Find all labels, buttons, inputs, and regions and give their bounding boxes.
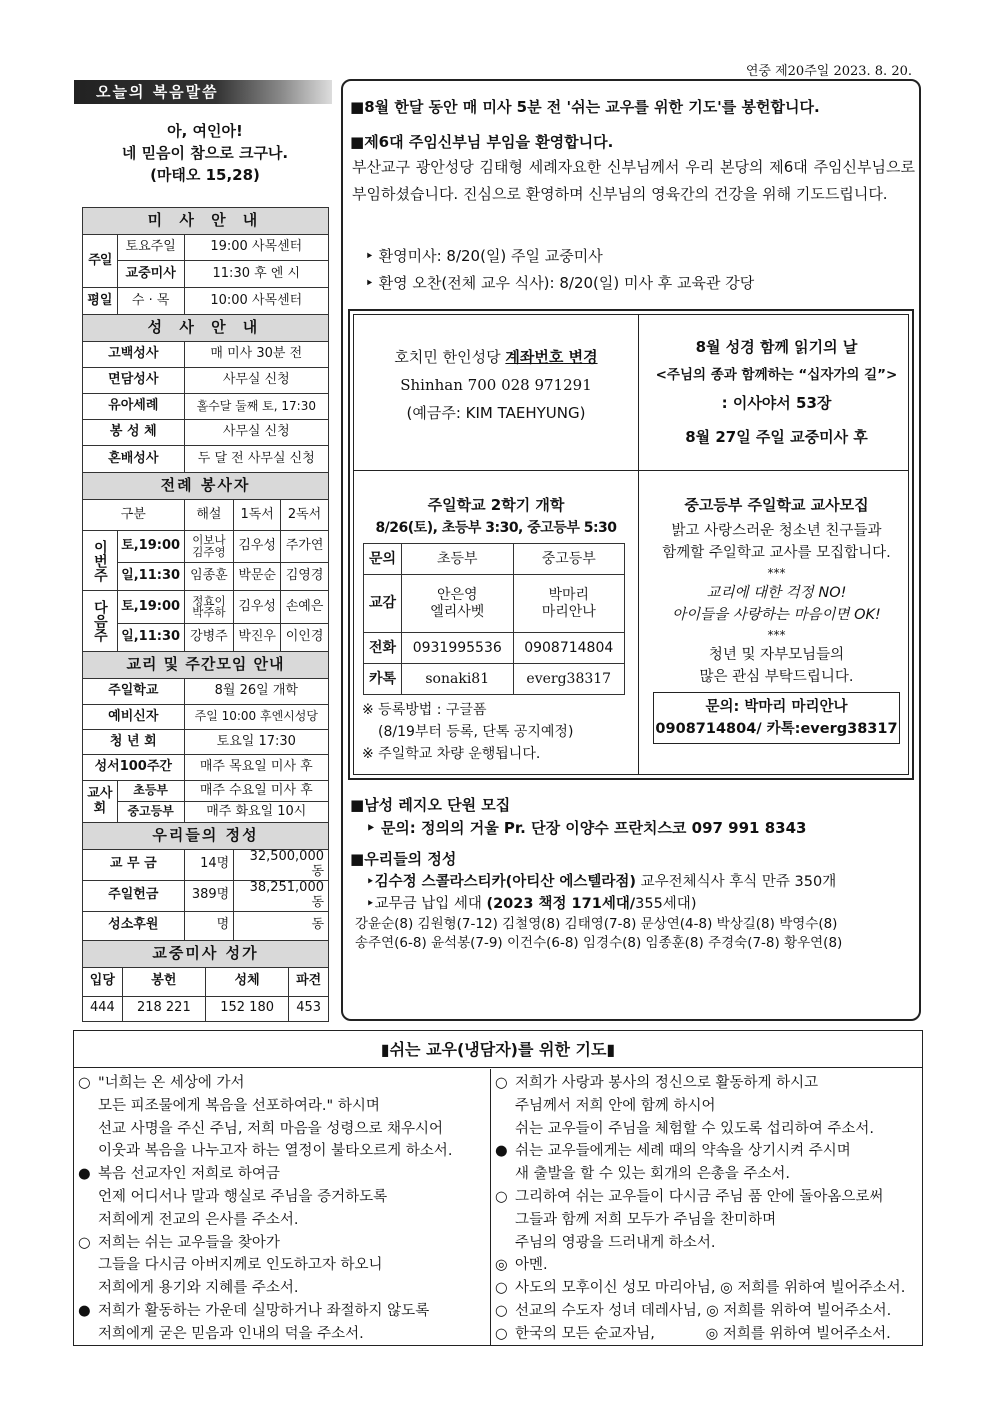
prayer-marker: ● — [78, 1166, 91, 1183]
issue-date: 연중 제20주일 2023. 8. 20. — [745, 64, 912, 79]
gift-donor: 김수정 스콜라스티카(아티산 에스텔라점) — [374, 874, 637, 890]
prayer-marker: ○ — [495, 1188, 508, 1205]
offering-amount: 동 — [234, 911, 329, 940]
legio-contact — [366, 815, 916, 841]
school-contact: 안은영 엘리사벳 — [402, 575, 514, 633]
server-name: 손예은 — [281, 591, 329, 624]
prayer-text: 저희에게 전교의 은사를 주소서. — [98, 1211, 299, 1228]
gift-2 — [366, 892, 916, 916]
school-contact: sonaki81 — [402, 664, 514, 695]
prayer-text: 저희에게 용기와 지혜를 주소서. — [98, 1280, 299, 1297]
bible-line: 8월 성경 함께 읽기의 날 — [695, 338, 858, 356]
mass-title: 미 사 안 내 — [83, 208, 329, 235]
school-contact: 박마리 마리안나 — [513, 575, 625, 633]
legio-title-text: 남성 레지오 단원 모집 — [364, 796, 511, 814]
prayer-text: 쉬는 교우들에게는 세례 때의 약속을 상기시켜 주시며 — [515, 1143, 851, 1160]
server-name: 김영경 — [281, 563, 329, 591]
school-note: ※ 주일학교 차량 운행됩니다. — [362, 746, 541, 762]
prayer-line — [78, 1186, 497, 1209]
meeting-info: 토요일 17:30 — [184, 730, 328, 755]
account-number: Shinhan 700 028 971291 — [400, 376, 592, 394]
prayer-text: 그들을 다시금 아버지께로 인도하고자 하오니 — [98, 1257, 383, 1274]
gospel-verse — [82, 120, 328, 186]
bullet-icon: ■ — [350, 98, 365, 116]
account-holder: (예금주: KIM TAEHYUNG) — [406, 404, 586, 422]
bible-box — [639, 333, 914, 451]
meeting-info: 8월 26일 개학 — [184, 679, 328, 705]
sacrament-name: 혼배성사 — [83, 446, 185, 473]
school-title: 주일학교 2학기 개학 — [427, 496, 565, 514]
prayer-line — [78, 1277, 497, 1300]
welcome-mass-text: 환영미사: 8/20(일) 주일 교중미사 — [378, 247, 603, 265]
school-subtitle: 8/26(토), 초등부 3:30, 중고등부 5:30 — [375, 520, 617, 536]
attendance-header: 봉헌 — [122, 967, 205, 996]
mass-time: 19:00 사목센터 — [184, 235, 328, 261]
info-grid — [348, 309, 914, 780]
mass-time: 11:30 후 엔 시 — [184, 261, 328, 288]
prayer-text: 선교의 수도자 성녀 데레사님, ◎ 저희를 위하여 빌어주소서. — [515, 1302, 892, 1319]
mass-type: 교중미사 — [117, 261, 184, 288]
gift-names-2: 송주연(6-8) 윤석봉(7-9) 이건수(6-8) 임경수(8) 임종훈(8) 주경숙(7-8) 황우연(8) — [355, 935, 843, 951]
bible-line: 8월 27일 주일 교중미사 후 — [685, 428, 868, 446]
prayer-text: 언제 어디서나 말과 행실로 주님을 증거하도록 — [98, 1188, 388, 1205]
account-title-b: 계좌번호 변경 — [505, 348, 598, 366]
prayer-line — [495, 1232, 914, 1255]
prayer-text: 저희가 활동하는 가운데 실망하거나 좌절하지 않도록 — [98, 1302, 430, 1319]
prayer-marker: ◎ — [495, 1257, 508, 1274]
teacher-contact-line: 문의: 박마리 마리안나 — [705, 699, 848, 715]
sacrament-info: 두 달 전 사무실 신청 — [184, 446, 328, 473]
prayer-line — [495, 1300, 914, 1323]
gift-names-1: 강윤순(8) 김원형(7-12) 김철영(8) 김태영(7-8) 문상연(4-8) 박상길(8) 박영수(8) — [355, 916, 838, 932]
servers-title: 전례 봉사자 — [83, 473, 329, 500]
meeting-info: 매주 화요일 10시 — [184, 802, 328, 823]
prayer-text: 아멘. — [515, 1257, 548, 1274]
prayer-title: ▮쉬는 교우(냉담자)를 위한 기도▮ — [74, 1031, 922, 1068]
prayer-text: 주님께서 저희 안에 함께 하시어 — [515, 1097, 716, 1114]
arrow-icon: ‣ — [366, 896, 375, 912]
school-contact: everg38317 — [513, 664, 625, 695]
offering-name: 성소후원 — [83, 911, 185, 940]
attendance-value: 218 221 — [122, 996, 205, 1021]
prayer-text: 선교 사명을 주신 주님, 저희 마음을 성령으로 채우시어 — [98, 1120, 444, 1137]
prayer-line — [78, 1095, 497, 1118]
sacrament-name: 유아세례 — [83, 394, 185, 420]
school-row-label: 교감 — [364, 575, 402, 633]
sacrament-info: 사무실 신청 — [184, 368, 328, 394]
arrow-icon: ‣ — [366, 874, 375, 890]
prayer-marker: ● — [78, 1302, 91, 1319]
legio-contact-text: 문의: 정의의 거울 Pr. 단장 이양수 프란치스코 097 991 8343 — [380, 819, 807, 837]
sunday-label: 주일 — [83, 235, 118, 288]
attendance-header: 성체 — [205, 967, 288, 996]
prayer-marker: ○ — [495, 1075, 508, 1091]
gifts-title-text: 우리들의 정성 — [364, 850, 457, 868]
prayer-text: 새 출발을 할 수 있는 회개의 은총을 주소서. — [515, 1166, 790, 1183]
server-time: 일,11:30 — [117, 624, 184, 652]
school-contact: 0908714804 — [513, 633, 625, 664]
notice-text: 제6대 주임신부님 부임을 환영합니다. — [364, 133, 614, 151]
prayer-marker: ○ — [78, 1075, 91, 1091]
prayer-marker: ● — [495, 1143, 508, 1160]
prayer-text: "너희는 온 세상에 가서 — [98, 1075, 245, 1091]
prayer-line — [78, 1323, 497, 1346]
server-time: 토,19:00 — [117, 591, 184, 624]
account-title-a: 호치민 한인성당 — [394, 348, 506, 366]
prayer-line — [78, 1140, 497, 1163]
sacrament-info: 매 미사 30분 전 — [184, 342, 328, 368]
account-box — [354, 343, 638, 427]
teacher-text: 교리에 대한 걱정 NO! — [706, 585, 847, 601]
sacrament-name: 고백성사 — [83, 342, 185, 368]
prayer-line — [78, 1209, 497, 1232]
notice-2-body: 부산교구 광안성당 김태형 세례자요한 신부님께서 우리 본당의 제6대 주임신부님으로 부임하셨습니다. 진심으로 환영하며 신부님의 영육간의 건강을 위해 기도드립니다. — [352, 158, 915, 203]
school-note: ※ 등록방법 : 구글폼 — [362, 702, 487, 718]
bullet-icon: ■ — [350, 133, 365, 151]
prayer-line — [78, 1118, 497, 1141]
attendance-value: 152 180 — [205, 996, 288, 1021]
attendance-title: 교중미사 성가 — [83, 940, 329, 967]
verse-line: 네 믿음이 참으로 크구나. — [121, 144, 289, 162]
offering-count: 389명 — [184, 880, 234, 911]
meeting-name: 초등부 — [117, 781, 184, 802]
gift-1 — [366, 870, 916, 894]
teachers-label: 교사회 — [83, 781, 118, 823]
bullet-icon: ■ — [350, 850, 365, 868]
school-box — [354, 493, 638, 765]
prayer-line — [495, 1209, 914, 1232]
sacrament-name: 봉 성 체 — [83, 420, 185, 446]
offering-amount: 32,500,000 동 — [234, 850, 329, 881]
servers-header: 해설 — [184, 500, 234, 531]
teacher-separator: *** — [767, 628, 786, 642]
prayer-right — [491, 1069, 914, 1346]
info-table — [82, 207, 329, 1022]
this-week-label: 이번주 — [83, 531, 118, 591]
meeting-info: 주일 10:00 후엔시성당 — [184, 705, 328, 730]
sacrament-name: 면담성사 — [83, 368, 185, 394]
teacher-contact-line: 0908714804/ 카톡:everg38317 — [655, 721, 898, 737]
mass-type: 토요주일 — [117, 235, 184, 261]
teacher-text: 밝고 사랑스러운 청소년 친구들과 — [671, 523, 882, 539]
sacrament-info: 사무실 신청 — [184, 420, 328, 446]
school-row-label: 전화 — [364, 633, 402, 664]
welcome-mass — [365, 243, 915, 269]
prayer-text: 저희가 사랑과 봉사의 정신으로 활동하게 하시고 — [515, 1075, 819, 1091]
gifts-title — [350, 846, 915, 872]
offering-title: 우리들의 정성 — [83, 823, 329, 850]
prayer-text: 복음 선교자인 저희로 하여금 — [98, 1166, 280, 1183]
meeting-name: 성서100주간 — [83, 755, 185, 781]
prayer-text: 저희는 쉬는 교우들을 찾아가 — [98, 1234, 280, 1251]
verse-line: 아, 여인아! — [167, 122, 243, 140]
attendance-value: 453 — [289, 996, 329, 1021]
notice-2-title — [350, 129, 915, 155]
servers-header: 구분 — [83, 500, 185, 531]
server-name: 임종훈 — [184, 563, 234, 591]
prayer-line — [495, 1254, 914, 1277]
school-contact: 0931995536 — [402, 633, 514, 664]
prayer-text: 모든 피조물에게 복음을 선포하여라." 하시며 — [98, 1097, 380, 1114]
prayer-text: 한국의 모든 순교자님, ◎ 저희를 위하여 빌어주소서. — [515, 1325, 891, 1342]
offering-name: 교 무 금 — [83, 850, 185, 881]
school-header: 문의 — [364, 544, 402, 575]
prayer-line — [78, 1232, 497, 1255]
notice-1 — [350, 94, 915, 120]
bible-line: : 이사야서 53장 — [721, 394, 832, 412]
prayer-line — [495, 1140, 914, 1163]
catechism-title: 교리 및 주간모임 안내 — [83, 652, 329, 679]
prayer-text: 사도의 모후이신 성모 마리아님, ◎ 저희를 위하여 빌어주소서. — [515, 1280, 906, 1297]
teacher-text: 청년 및 자부모님들의 — [708, 647, 845, 663]
offering-count: 명 — [184, 911, 234, 940]
server-time: 일,11:30 — [117, 563, 184, 591]
prayer-box — [73, 1030, 923, 1346]
server-time: 토,19:00 — [117, 531, 184, 563]
prayer-line — [495, 1323, 914, 1346]
prayer-line — [78, 1254, 497, 1277]
prayer-marker: ○ — [495, 1280, 508, 1297]
mass-type: 수 · 목 — [117, 288, 184, 315]
gift-detail: 교우전체식사 후식 만쥬 350개 — [636, 874, 837, 890]
meeting-name: 중고등부 — [117, 802, 184, 823]
teacher-title: 중고등부 주일학교 교사모집 — [684, 496, 869, 514]
prayer-line — [495, 1163, 914, 1186]
teacher-text: 함께할 주일학교 교사를 모집합니다. — [662, 545, 891, 561]
attendance-header: 파견 — [289, 967, 329, 996]
prayer-left — [74, 1069, 497, 1346]
welcome-lunch — [365, 270, 915, 296]
prayer-line — [78, 1300, 497, 1323]
offering-name: 주일헌금 — [83, 880, 185, 911]
gift-label: 교무금 납입 세대 — [374, 896, 487, 912]
next-week-label: 다음주 — [83, 591, 118, 652]
prayer-marker: ○ — [495, 1325, 508, 1342]
teacher-separator: *** — [767, 566, 786, 580]
gift-count: (2023 책정 171세대/ — [486, 896, 636, 912]
server-name: 주가연 — [281, 531, 329, 563]
servers-header: 1독서 — [234, 500, 281, 531]
meeting-name: 예비신자 — [83, 705, 185, 730]
prayer-line — [495, 1277, 914, 1300]
server-name: 이보나 김주영 — [184, 531, 234, 563]
teacher-box — [639, 493, 914, 744]
gift-total: 355세대) — [635, 896, 697, 912]
servers-header: 2독서 — [281, 500, 329, 531]
prayer-line — [495, 1072, 914, 1095]
meeting-info: 매주 목요일 미사 후 — [184, 755, 328, 781]
prayer-marker: ○ — [495, 1302, 508, 1319]
prayer-line — [495, 1095, 914, 1118]
teacher-contact — [653, 692, 900, 744]
meeting-name: 청 년 회 — [83, 730, 185, 755]
prayer-text: 이웃과 복음을 나누고자 하는 열정이 불타오르게 하소서. — [98, 1143, 453, 1160]
prayer-marker: ○ — [78, 1234, 91, 1251]
school-note: (8/19부터 등록, 단톡 공지예정) — [378, 724, 574, 740]
prayer-text: 주님의 영광을 드러내게 하소서. — [515, 1234, 716, 1251]
server-name: 박문순 — [234, 563, 281, 591]
server-name: 박진우 — [234, 624, 281, 652]
attendance-value: 444 — [83, 996, 123, 1021]
server-name: 강병주 — [184, 624, 234, 652]
server-name: 정효이 박주하 — [184, 591, 234, 624]
prayer-text: 그들과 함께 저희 모두가 주님을 찬미하며 — [515, 1211, 777, 1228]
arrow-icon: ‣ — [366, 819, 381, 837]
bible-line: <주님의 종과 함께하는 “십자가의 길”> — [655, 367, 898, 383]
verse-line: (마태오 15,28) — [150, 166, 260, 184]
prayer-text: 저희에게 굳은 믿음과 인내의 덕을 주소서. — [98, 1325, 364, 1342]
prayer-title-text: 쉬는 교우(냉담자)를 위한 기도 — [389, 1040, 607, 1059]
teacher-text: 많은 관심 부탁드립니다. — [699, 669, 854, 685]
prayer-text: 그리하여 쉬는 교우들이 다시금 주님 품 안에 돌아옴으로써 — [515, 1188, 884, 1205]
server-name: 김우성 — [234, 591, 281, 624]
sacrament-title: 성 사 안 내 — [83, 315, 329, 342]
server-name: 김우성 — [234, 531, 281, 563]
meeting-info: 매주 수요일 미사 후 — [184, 781, 328, 802]
prayer-text: 쉬는 교우들이 주님을 체험할 수 있도록 섭리하여 주소서. — [515, 1120, 875, 1137]
arrow-icon: ‣ — [365, 247, 379, 265]
offering-amount: 38,251,000 동 — [234, 880, 329, 911]
sacrament-info: 홀수달 둘째 토, 17:30 — [184, 394, 328, 420]
school-header: 중고등부 — [513, 544, 625, 575]
notice-text: 8월 한달 동안 매 미사 5분 전 '쉬는 교우를 위한 기도'를 봉헌합니다. — [364, 98, 820, 116]
prayer-line — [495, 1186, 914, 1209]
prayer-line — [78, 1163, 497, 1186]
weekday-label: 평일 — [83, 288, 118, 315]
school-contact-table — [363, 543, 625, 695]
account-title — [354, 343, 638, 371]
offering-count: 14명 — [184, 850, 234, 881]
prayer-line — [495, 1118, 914, 1141]
bullet-icon: ■ — [350, 796, 365, 814]
meeting-name: 주일학교 — [83, 679, 185, 705]
prayer-line — [78, 1072, 497, 1095]
mass-time: 10:00 사목센터 — [184, 288, 328, 315]
attendance-header: 입당 — [83, 967, 123, 996]
teacher-text: 아이들을 사랑하는 마음이면 OK! — [672, 607, 881, 623]
gospel-title: 오늘의 복음말씀 — [74, 80, 332, 104]
server-name: 이인경 — [281, 624, 329, 652]
welcome-lunch-text: 환영 오찬(전체 교우 식사): 8/20(일) 미사 후 교육관 강당 — [378, 274, 755, 292]
arrow-icon: ‣ — [365, 274, 379, 292]
school-row-label: 카톡 — [364, 664, 402, 695]
school-header: 초등부 — [402, 544, 514, 575]
